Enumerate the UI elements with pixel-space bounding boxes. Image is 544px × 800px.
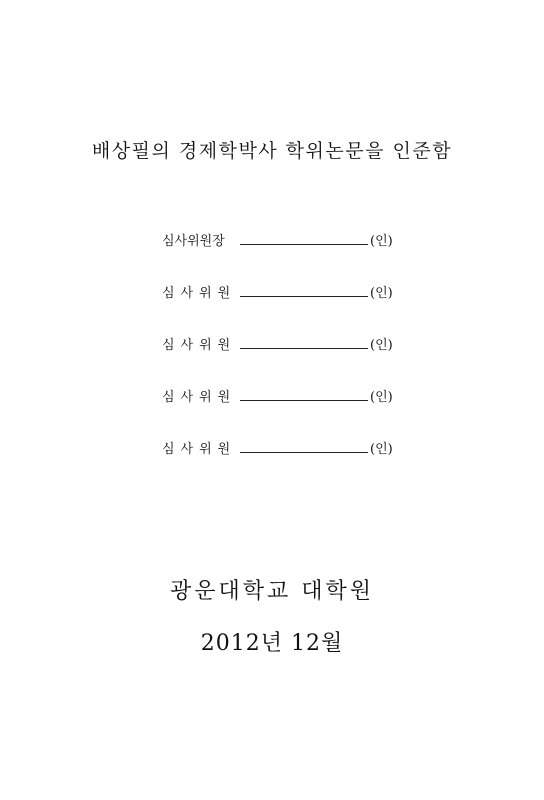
signature-line (240, 244, 368, 245)
signature-row-chair (162, 226, 422, 278)
seal-mark: (인) (370, 234, 393, 249)
signature-line (240, 348, 368, 349)
seal-mark: (인) (370, 338, 393, 353)
signature-row-member-4 (162, 434, 422, 486)
approval-title: 배상필의 경제학박사 학위논문을 인준함 (91, 140, 453, 162)
seal-mark: (인) (370, 390, 393, 405)
committee-role: 심사위원 (162, 390, 237, 405)
signature-row-member-3 (162, 382, 422, 434)
committee-role: 심사위원 (162, 286, 237, 301)
signature-line (240, 296, 368, 297)
university-name: 광운대학교 대학원 (169, 579, 374, 604)
committee-role: 심사위원 (162, 338, 237, 353)
signature-row-member-1 (162, 278, 422, 330)
signature-row-member-2 (162, 330, 422, 382)
committee-signatures (162, 226, 422, 486)
approval-date: 2012년 12월 (200, 631, 344, 656)
committee-role: 심사위원 (162, 442, 237, 457)
seal-mark: (인) (370, 286, 393, 301)
seal-mark: (인) (370, 442, 393, 457)
committee-role: 심사위원장 (162, 234, 225, 249)
signature-line (240, 400, 368, 401)
signature-line (240, 452, 368, 453)
